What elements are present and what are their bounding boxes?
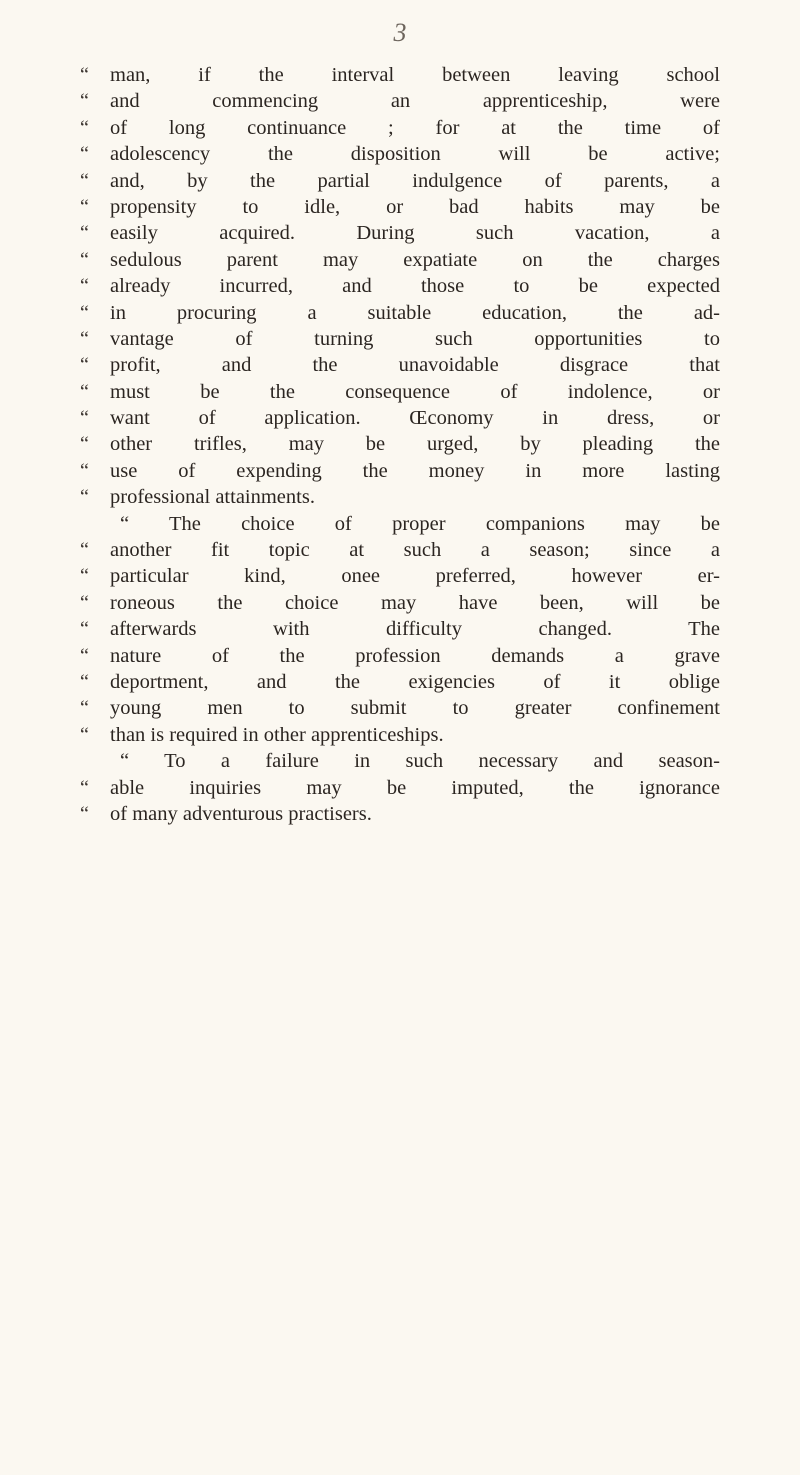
text-line [80, 220, 720, 246]
text-line [80, 590, 720, 616]
quote-mark: “ [80, 697, 89, 720]
quote-mark: “ [80, 433, 89, 456]
text-line [80, 115, 720, 141]
line-text: use of expending the money in more lasting [110, 459, 720, 482]
line-text: easily acquired. During such vacation, a [110, 222, 720, 245]
quote-mark: “ [80, 486, 89, 509]
quote-mark: “ [80, 407, 89, 430]
text-line [80, 300, 720, 326]
text-line [80, 643, 720, 669]
text-line [80, 458, 720, 484]
line-text: roneous the choice may have been, will be [110, 591, 720, 614]
text-line [80, 62, 720, 88]
text-line [80, 669, 720, 695]
line-text: of many adventurous practisers. [110, 802, 372, 825]
line-text: nature of the profession demands a grave [110, 644, 720, 667]
body-text [80, 62, 720, 827]
quote-mark: “ [80, 565, 89, 588]
text-line [80, 431, 720, 457]
text-line [80, 352, 720, 378]
line-content: To a failure in such necessary and season- [164, 750, 720, 773]
text-line [80, 537, 720, 563]
text-line [80, 273, 720, 299]
text-line [80, 405, 720, 431]
line-text: in procuring a suitable education, the ad- [110, 301, 720, 324]
line-text: profit, and the unavoidable disgrace that [110, 354, 720, 377]
line-text: adolescency the disposition will be active; [110, 143, 720, 166]
line-text: must be the consequence of indolence, or [110, 380, 720, 403]
quote-mark: “ [120, 512, 130, 535]
line-content: The choice of proper companions may be [168, 512, 720, 535]
line-text: vantage of turning such opportunities to [110, 327, 720, 350]
line-text [110, 511, 720, 537]
quote-mark: “ [80, 723, 89, 746]
text-line [80, 88, 720, 114]
quote-mark: “ [80, 327, 89, 350]
line-text: than is required in other apprenticeships. [110, 723, 444, 746]
quote-mark: “ [80, 64, 89, 86]
quote-mark: “ [80, 195, 89, 218]
quote-mark: “ [80, 90, 89, 113]
line-text: of long continuance ; for at the time of [110, 116, 720, 139]
text-line [80, 722, 720, 748]
line-text: want of application. Œconomy in dress, or [110, 407, 720, 430]
quote-mark: “ [80, 591, 89, 614]
line-text: particular kind, onee preferred, however er- [110, 565, 720, 588]
page-number: 3 [393, 18, 407, 47]
text-line [80, 563, 720, 589]
text-line [80, 511, 720, 537]
text-line [80, 194, 720, 220]
quote-mark: “ [80, 644, 89, 667]
quote-mark: “ [80, 380, 89, 403]
text-line [80, 616, 720, 642]
text-line [80, 775, 720, 801]
line-text: professional attainments. [110, 486, 315, 509]
quote-mark: “ [80, 459, 89, 482]
quote-mark: “ [80, 354, 89, 377]
line-text: man, if the interval between leaving school [110, 64, 720, 86]
quote-mark: “ [80, 222, 89, 245]
line-text: propensity to idle, or bad habits may be [110, 195, 720, 218]
quote-mark: “ [80, 248, 89, 271]
line-text: deportment, and the exigencies of it oblige [110, 670, 720, 693]
line-text: other trifles, may be urged, by pleading the [110, 433, 720, 456]
line-text: already incurred, and those to be expected [110, 275, 720, 298]
text-line [80, 141, 720, 167]
text-line [80, 748, 720, 774]
text-line [80, 379, 720, 405]
quote-mark: “ [80, 618, 89, 641]
line-text: and commencing an apprenticeship, were [110, 90, 720, 113]
line-text: and, by the partial indulgence of parents, a [110, 169, 720, 192]
line-text: another fit topic at such a season; since a [110, 539, 720, 562]
text-line [80, 247, 720, 273]
line-text: sedulous parent may expatiate on the charges [110, 248, 720, 271]
text-line [80, 484, 720, 510]
quote-mark: “ [80, 275, 89, 298]
text-line [80, 168, 720, 194]
line-text: able inquiries may be imputed, the ignorance [110, 776, 720, 799]
quote-mark: “ [80, 116, 89, 139]
quote-mark: “ [80, 169, 89, 192]
line-text [110, 748, 720, 774]
quote-mark: “ [80, 670, 89, 693]
quote-mark: “ [80, 802, 89, 825]
quote-mark: “ [80, 539, 89, 562]
quote-mark: “ [80, 776, 89, 799]
quote-mark: “ [80, 301, 89, 324]
text-line [80, 326, 720, 352]
text-line [80, 695, 720, 721]
line-text: young men to submit to greater confinement [110, 697, 720, 720]
quote-mark: “ [80, 143, 89, 166]
line-text: afterwards with difficulty changed. The [110, 618, 720, 641]
quote-mark: “ [120, 750, 130, 773]
text-line [80, 801, 720, 827]
